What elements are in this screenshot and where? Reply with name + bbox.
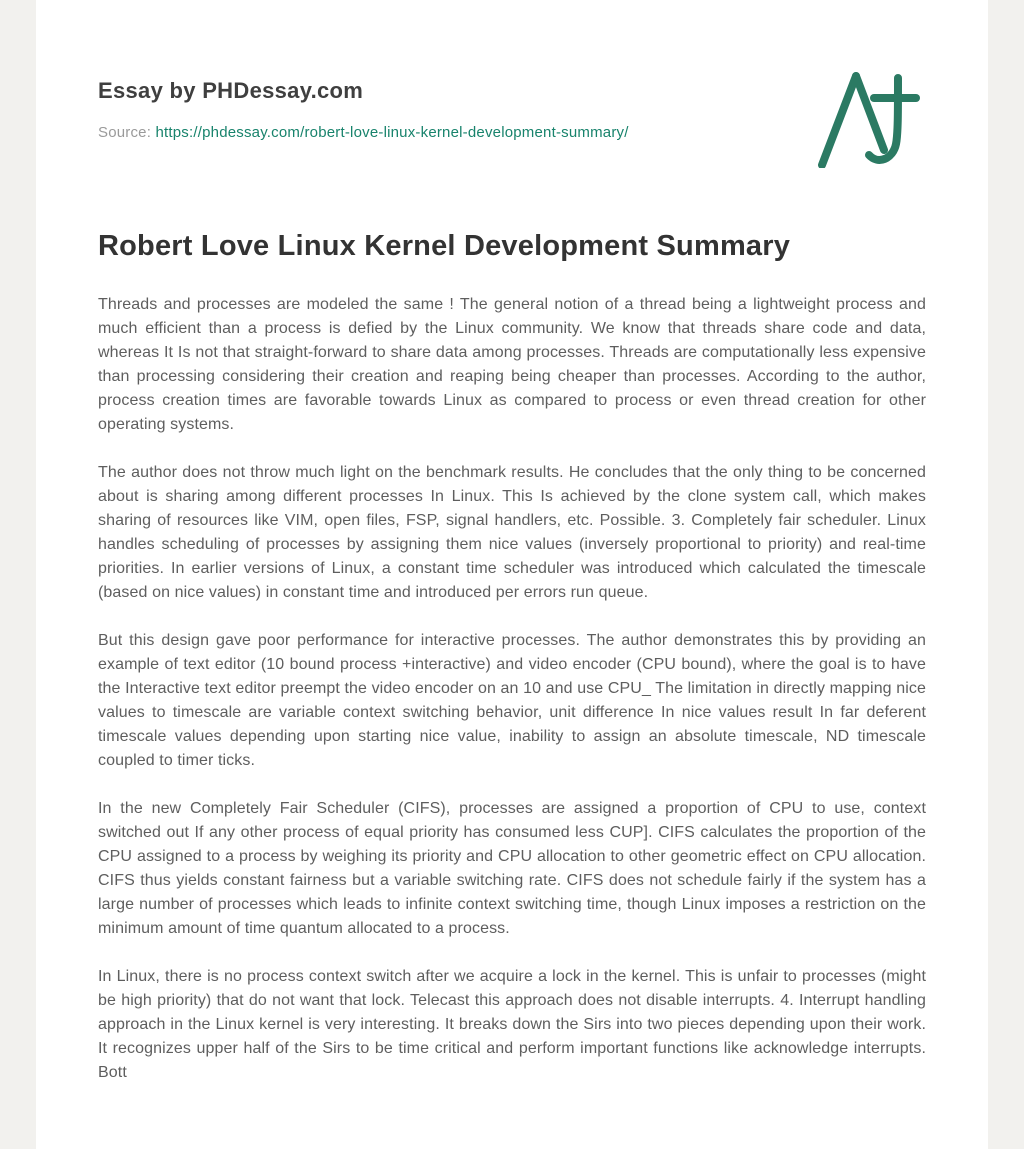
essay-paragraph-4: In the new Completely Fair Scheduler (CIFS), processes are assigned a proportion of CPU to use, context switched out If any other process of equal priority has consumed less CUP]. CIFS calculates the proportion of the CPU assigned to a process by weighing its priority and CPU allocation to other geometric effect on CPU allocation. CIFS thus yields constant fairness but a variable switching rate. CIFS does not schedule fairly if the system has a large number of processes which leads to infinite context switching time, though Linux imposes a restriction on the minimum amount of time quantum allocated to a process. bbox=[98, 800, 926, 937]
essay-paragraph-2: The author does not throw much light on the benchmark results. He concludes that the only thing to be concerned about is sharing among different processes In Linux. This Is achieved by the clone system call, which makes sharing of resources like VIM, open files, FSP, signal handlers, etc. Possible. 3. Completely fair scheduler. Linux handles scheduling of processes by assigning them nice values (inversely proportional to priority) and real-time priorities. In earlier versions of Linux, a constant time scheduler was introduced which calculated the timescale (based on nice values) in constant time and introduced per errors run queue. bbox=[98, 464, 926, 601]
essay-paragraph-1: Threads and processes are modeled the same ! The general notion of a thread being a lightweight process and much efficient than a process is defied by the Linux community. We know that threads share code and data, whereas It Is not that straight-forward to share data among processes. Threads are computationally less expensive than processing considering their creation and reaping being cheaper than processes. According to the author, process creation times are favorable towards Linux as compared to process or even thread creation for other operating systems. bbox=[98, 296, 926, 433]
essay-title: Robert Love Linux Kernel Development Summary bbox=[98, 230, 791, 262]
essay-body bbox=[98, 293, 926, 1085]
source-label: Source: bbox=[98, 124, 152, 141]
header-text-block bbox=[98, 78, 629, 141]
essay-paragraph-3: But this design gave poor performance for interactive processes. The author demonstrates this by providing an example of text editor (10 bound process +interactive) and video encoder (CPU bound), where the goal is to have the Interactive text editor preempt the video encoder on an 10 and use CPU_ The limitation in directly mapping nice values to timescale are variable context switching behavior, unit difference In nice values result In far deferent timescale values depending upon starting nice value, inability to assign an absolute timescale, ND timescale coupled to timer ticks. bbox=[98, 632, 926, 769]
phdessay-logo-icon bbox=[814, 72, 924, 168]
essay-paragraph-5: In Linux, there is no process context switch after we acquire a lock in the kernel. This is unfair to processes (might be high priority) that do not want that lock. Telecast this approach does not disable interrupts. 4. Interrupt handling approach in the Linux kernel is very interesting. It breaks down the Sirs into two pieces depending upon their work. It recognizes upper half of the Sirs to be time critical and perform important functions like acknowledge interrupts. Bott bbox=[98, 968, 926, 1081]
page-header bbox=[98, 78, 926, 168]
brand-title: Essay by PHDessay.com bbox=[98, 78, 364, 103]
essay-card bbox=[36, 0, 988, 1149]
source-line bbox=[98, 124, 629, 141]
source-link[interactable]: https://phdessay.com/robert-love-linux-kernel-development-summary/ bbox=[155, 124, 629, 141]
